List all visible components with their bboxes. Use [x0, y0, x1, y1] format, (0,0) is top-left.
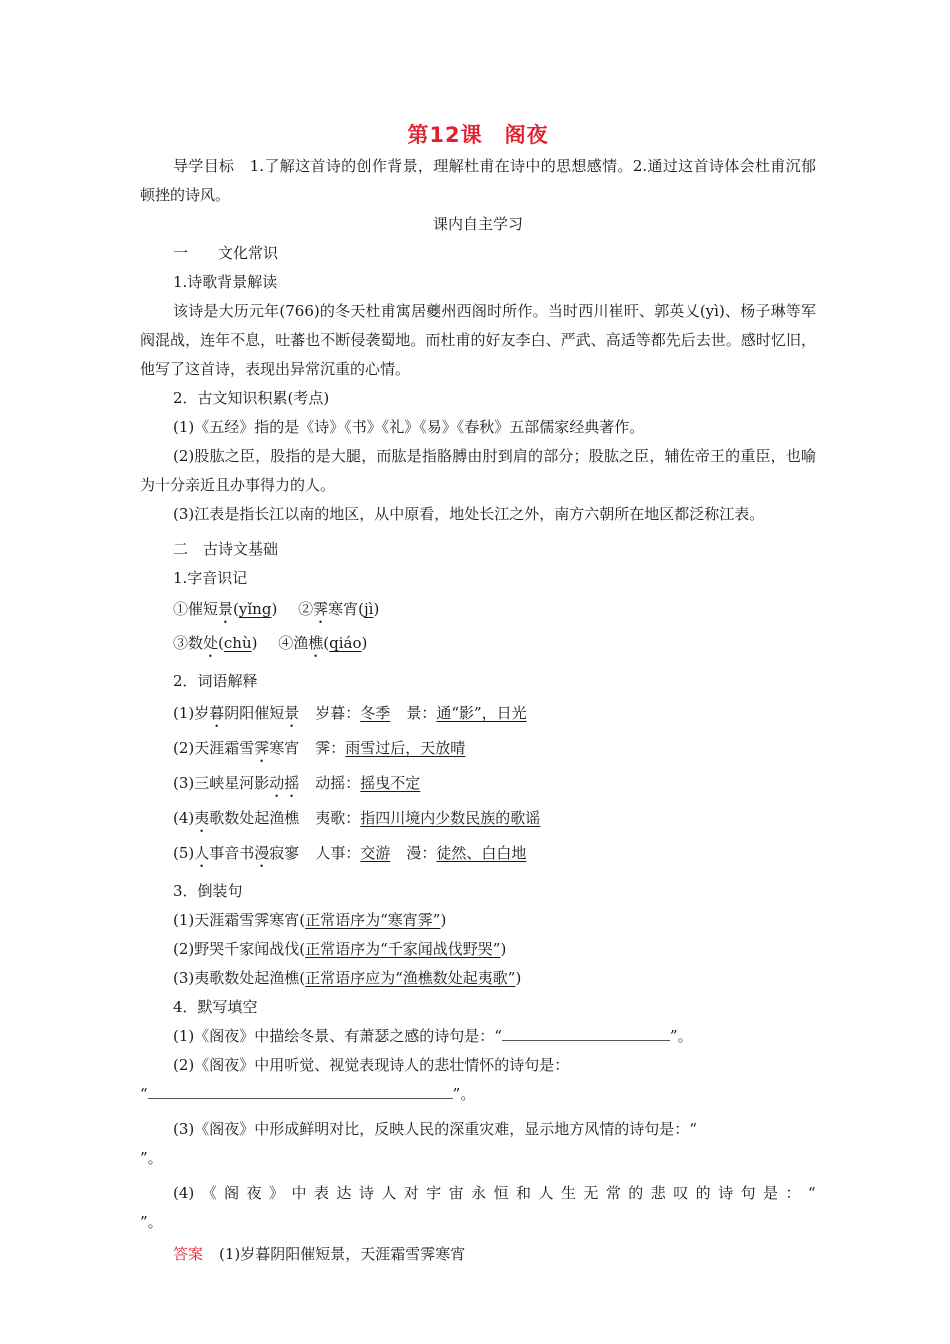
fill-item-4 — [140, 1179, 816, 1208]
knowledge-item-1: (1)《五经》指的是《诗》《书》《礼》《易》《春秋》五部儒家经典著作。 — [173, 418, 645, 436]
fill4-char: 的 — [695, 1184, 711, 1202]
fill4-char: 恒 — [493, 1184, 509, 1202]
inversion-item: (2)野哭千家闻战伐(正常语序为“千家闻战伐野哭”) — [173, 940, 507, 958]
fill4-char: ： — [785, 1184, 801, 1202]
fill4-char: 阁 — [224, 1184, 240, 1202]
pron-item: ④渔樵(qiáo) — [278, 634, 368, 652]
pronunciation-heading: 1.字音识记 — [173, 569, 248, 587]
pron-item: ③数处(chù) — [173, 634, 258, 652]
inversion-item: (3)夷歌数处起渔樵(正常语序应为“渔樵数处起夷歌”) — [173, 969, 522, 987]
fill4-char: 表 — [313, 1184, 329, 1202]
fill4-char: 中 — [291, 1184, 307, 1202]
background-heading: 1.诗歌背景解读 — [173, 273, 278, 291]
part1-heading: 一 文化常识 — [173, 244, 279, 262]
vocab-item: (1)岁暮阴阳催短景 岁暮：冬季 景：通“影”，日光 — [173, 704, 527, 722]
vocab-item: (2)天涯霜雪霁寒宵 霁：雨雪过后，天放晴 — [173, 739, 466, 757]
fill4-char: 和 — [516, 1184, 532, 1202]
fill4-char: “ — [807, 1184, 816, 1202]
document-page — [140, 118, 816, 1269]
knowledge-heading: 2．古文知识积累(考点) — [173, 389, 330, 407]
fill4-char: 是 — [763, 1184, 779, 1202]
knowledge-item-3: (3)江表是指长江以南的地区，从中原看，地处长江之外，南方六朝所在地区都泛称江表。 — [173, 505, 765, 523]
vocab-item: (4)夷歌数处起渔樵 夷歌：指四川境内少数民族的歌谣 — [173, 809, 541, 827]
fill4-char: 《 — [201, 1184, 217, 1202]
fill4-char: 》 — [269, 1184, 285, 1202]
pron-item: ①催短景(yǐng) — [173, 600, 278, 618]
fill4-char: 句 — [740, 1184, 756, 1202]
fill4-char: 人 — [381, 1184, 397, 1202]
fill4-char: 人 — [538, 1184, 554, 1202]
section-title: 课内自主学习 — [432, 215, 523, 233]
part2-heading: 二 古诗文基础 — [173, 540, 279, 558]
fill4-char: 永 — [471, 1184, 487, 1202]
page-title: 第12课 阁夜 — [407, 123, 549, 147]
knowledge-item-2: (2)股肱之臣，股指的是大腿，而肱是指胳膊由肘到肩的部分；股肱之臣，辅佐帝王的重臣，也喻为十分亲近且办事得力的人。 — [140, 447, 816, 494]
fill4-char: 诗 — [358, 1184, 374, 1202]
fill4-char: 对 — [403, 1184, 419, 1202]
answer-line — [140, 1240, 816, 1269]
fill-heading: 4．默写填空 — [173, 998, 258, 1016]
answer-blank[interactable] — [148, 1084, 453, 1099]
fill4-char: 夜 — [246, 1184, 262, 1202]
background-text: 该诗是大历元年(766)的冬天杜甫寓居夔州西阁时所作。当时西川崔旰、郭英乂(yì)、杨子琳等军阀混战，连年不息，吐蕃也不断侵袭蜀地。而杜甫的好友李白、严武、高适等都先后去世。感时忆旧，他写了这首诗，表现出异常沉重的心情。 — [140, 302, 816, 378]
fill4-char: 宇 — [426, 1184, 442, 1202]
fill4-char: 诗 — [718, 1184, 734, 1202]
fill-item-4-line2: ”。 — [140, 1213, 163, 1231]
fill-item-1: (1)《阁夜》中描绘冬景、有萧瑟之感的诗句是：“ ”。 — [173, 1027, 693, 1045]
fill4-char: 叹 — [673, 1184, 689, 1202]
answer-blank[interactable] — [502, 1026, 670, 1041]
pron-item: ②霁寒宵(jì) — [298, 600, 380, 618]
vocab-item: (3)三峡星河影动摇 动摇：摇曳不定 — [173, 774, 421, 792]
learning-goals: 导学目标 1.了解这首诗的创作背景，理解杜甫在诗中的思想感情。2.通过这首诗体会杜甫沉郁顿挫的诗风。 — [140, 157, 816, 204]
answer-text: (1)岁暮阴阳催短景，天涯霜雪霁寒宵 — [219, 1245, 466, 1263]
pronunciation-row-2 — [140, 627, 816, 661]
vocab-heading: 2．词语解释 — [173, 672, 258, 690]
fill4-char: 无 — [583, 1184, 599, 1202]
fill-item-2: (2)《阁夜》中用听觉、视觉表现诗人的悲壮情怀的诗句是： — [173, 1056, 570, 1074]
inversion-item: (1)天涯霜雪霁寒宵(正常语序为“寒宵霁”) — [173, 911, 447, 929]
vocab-item: (5)人事音书漫寂寥 人事：交游 漫：徒然、白白地 — [173, 844, 527, 862]
fill4-char: 常 — [605, 1184, 621, 1202]
fill4-char: (4) — [173, 1184, 195, 1202]
inversion-heading: 3．倒装句 — [173, 882, 243, 900]
fill-item-3-line2: ”。 — [140, 1149, 163, 1167]
fill4-char: 悲 — [650, 1184, 666, 1202]
fill4-char: 宙 — [448, 1184, 464, 1202]
fill-item-2-line2: “ ”。 — [140, 1085, 476, 1103]
fill4-char: 的 — [628, 1184, 644, 1202]
fill4-char: 达 — [336, 1184, 352, 1202]
pronunciation-row-1 — [140, 593, 816, 627]
answer-label: 答案 — [173, 1245, 204, 1263]
fill4-char: 生 — [560, 1184, 576, 1202]
fill-item-3: (3)《阁夜》中形成鲜明对比，反映人民的深重灾难，显示地方风情的诗句是：“ — [173, 1120, 697, 1138]
